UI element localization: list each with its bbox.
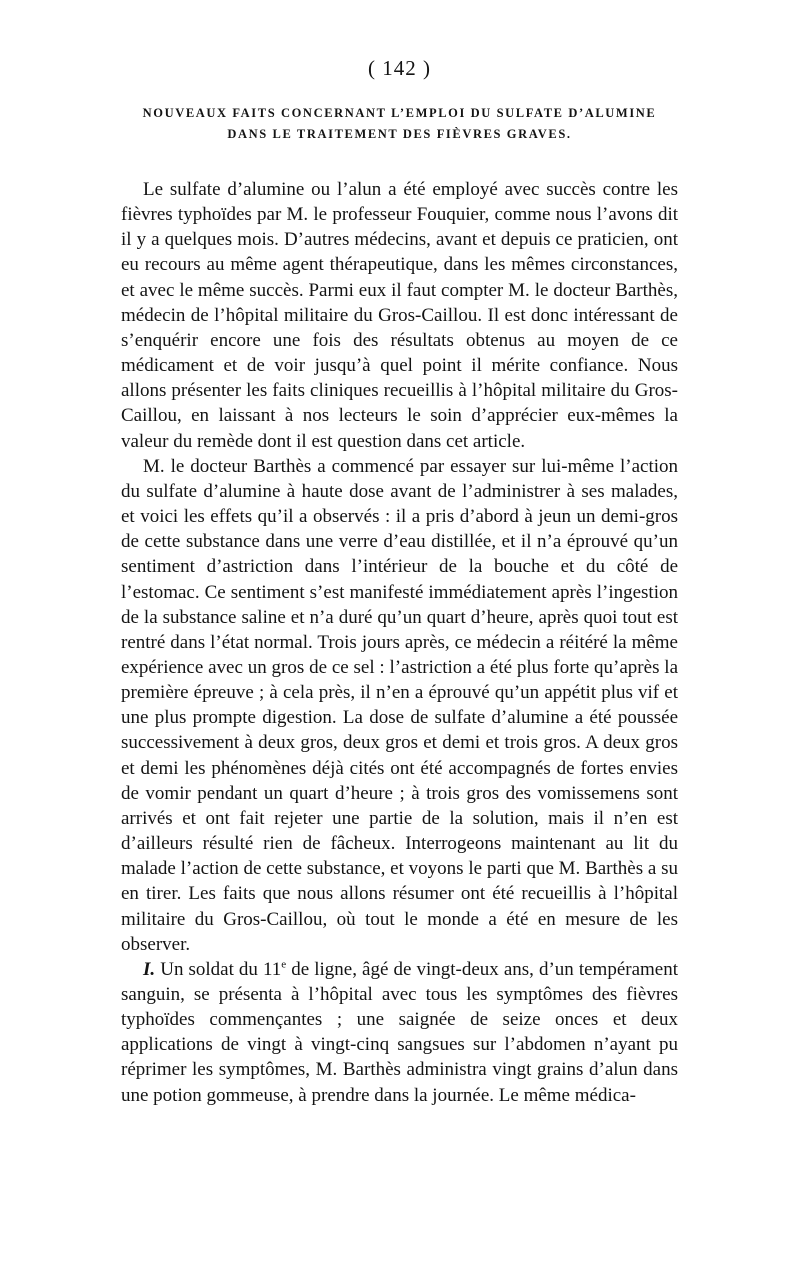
article-heading [121,103,678,145]
case-text-start: Un soldat du 11 [160,958,282,980]
article-body [121,177,678,1108]
heading-line-2: DANS LE TRAITEMENT DES FIÈVRES GRAVES. [227,127,572,141]
ordinal-superscript: e [281,958,287,971]
paragraph-intro: Le sulfate d’alumine ou l’alun a été employé avec succès contre les fièvres typhoïdes par M. le professeur Fouquier, comme nous l’avons dit il y a quelques mois. D’autres médecins, avant et depuis ce praticien, ont eu recours au même agent thérapeutique, dans les mêmes circonstances, et avec le même succès. Parmi eux il faut compter M. le docteur Barthès, médecin de l’hôpital militaire du Gros-Caillou. Il est donc intéressant de s’enquérir encore une fois des résultats obtenus au moyen de ce médicament et de voir jusqu’à quel point il mérite confiance. Nous allons présenter les faits cliniques recueillis à l’hôpital militaire du Gros-Caillou, en laissant à nos lecteurs le soin d’apprécier eux-mêmes la valeur du remède dont il est question dans cet article. [121,179,678,452]
paragraph-self-experiment: M. le docteur Barthès a commencé par essayer sur lui-même l’action du sulfate d’alumine à haute dose avant de l’administrer à ses malades, et voici les effets qu’il a observés : il a pris d’abord à jeun un demi-gros de cette substance dans une verre d’eau distillée, et il n’a éprouvé qu’un sentiment d’astriction dans l’intérieur de la bouche et du côté de l’estomac. Ce sentiment s’est manifesté immédiatement après l’ingestion de la substance saline et n’a duré qu’un quart d’heure, après quoi tout est rentré dans l’état normal. Trois jours après, ce médecin a réitéré la même expérience avec un gros de ce sel : l’astriction a été plus forte qu’après la première épreuve ; à cela près, il n’en a éprouvé qu’un appétit plus vif et une plus prompte digestion. La dose de sulfate d’alumine a été poussée successivement à deux gros, deux gros et demi et trois gros. A deux gros et demi les phénomènes déjà cités ont été accompagnés de fortes envies de vomir pendant un quart d’heure ; à trois gros des vomissemens sont arrivés et ont fait rejeter une partie de la solution, mais il n’en est d’ailleurs résulté rien de fâcheux. Interrogeons maintenant au lit du malade l’action de cette substance, et voyons le parti que M. Barthès a su en tirer. Les faits que nous allons résumer ont été recueillis à l’hôpital militaire du Gros-Caillou, où tout le monde a été en mesure de les observer. [121,455,678,955]
page-number: ( 142 ) [368,56,431,80]
case-text-rest: de ligne, âgé de vingt-deux ans, d’un tempérament sanguin, se présenta à l’hôpital avec tous les symptômes des fièvres typhoïdes commençantes ; une saignée de seize onces et deux applications de vingt à vingt-cinq sangsues sur l’abdomen n’ayant pu réprimer les symptômes, M. Barthès administra vingt grains d’alun dans une potion gommeuse, à prendre dans la journée. Le même médica- [121,958,679,1106]
paragraph-case-1 [121,957,678,1108]
case-number: I. [143,958,156,980]
heading-line-1: NOUVEAUX FAITS CONCERNANT L’EMPLOI DU SULFATE D’ALUMINE [142,106,657,120]
document-page [121,56,678,1108]
